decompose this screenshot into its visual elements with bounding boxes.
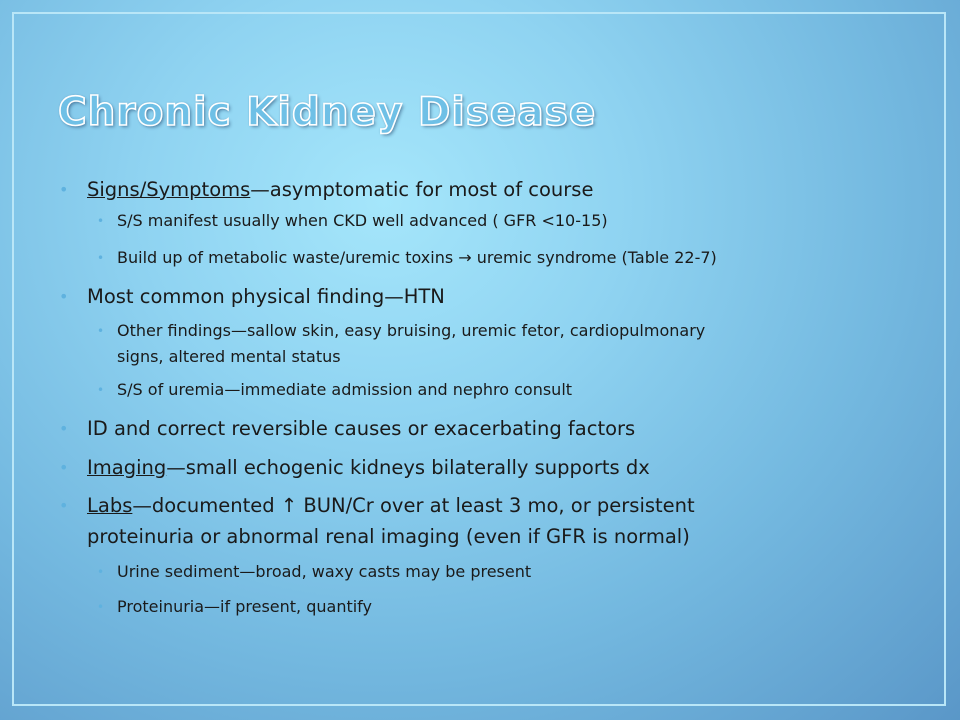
sub-bullet-urine-sediment: • Urine sediment—broad, waxy casts may be present — [117, 559, 877, 585]
sub-bullet-metabolic-waste: • Build up of metabolic waste/uremic toxins → uremic syndrome (Table 22-7) — [117, 245, 877, 271]
bullet-signs-symptoms: • Signs/Symptoms—asymptomatic for most of course — [87, 174, 867, 205]
bullet-dot-icon: • — [59, 458, 69, 477]
bullet-dot-icon: • — [59, 287, 69, 306]
sub-bullet-ss-manifest: • S/S manifest usually when CKD well advanced ( GFR <10-15) — [117, 208, 877, 234]
bullet-dot-icon: • — [97, 251, 105, 265]
bullet-reversible-causes: • ID and correct reversible causes or exacerbating factors — [87, 413, 867, 444]
bullet-dot-icon: • — [97, 565, 105, 579]
bullet-dot-icon: • — [59, 419, 69, 438]
bullet-dot-icon: • — [97, 600, 105, 614]
bullet-dot-icon: • — [59, 180, 69, 199]
bullet-labs: • Labs—documented ↑ BUN/Cr over at least 3 mo, or persistent proteinuria or abnormal renal imaging (even if GFR is normal) — [87, 490, 867, 552]
bullet-dot-icon: • — [97, 324, 105, 338]
bullet-dot-icon: • — [97, 383, 105, 397]
bullet-physical-finding: • Most common physical finding—HTN — [87, 281, 867, 312]
bullet-dot-icon: • — [97, 214, 105, 228]
sub-bullet-uremia: • S/S of uremia—immediate admission and nephro consult — [117, 377, 877, 403]
bullet-dot-icon: • — [59, 496, 69, 515]
slide-title: Chronic Kidney Disease — [58, 90, 597, 135]
sub-bullet-proteinuria: • Proteinuria—if present, quantify — [117, 594, 877, 620]
sub-bullet-other-findings: • Other findings—sallow skin, easy bruising, uremic fetor, cardiopulmonary signs, altered mental status — [117, 318, 877, 370]
bullet-imaging: • Imaging—small echogenic kidneys bilaterally supports dx — [87, 452, 867, 483]
